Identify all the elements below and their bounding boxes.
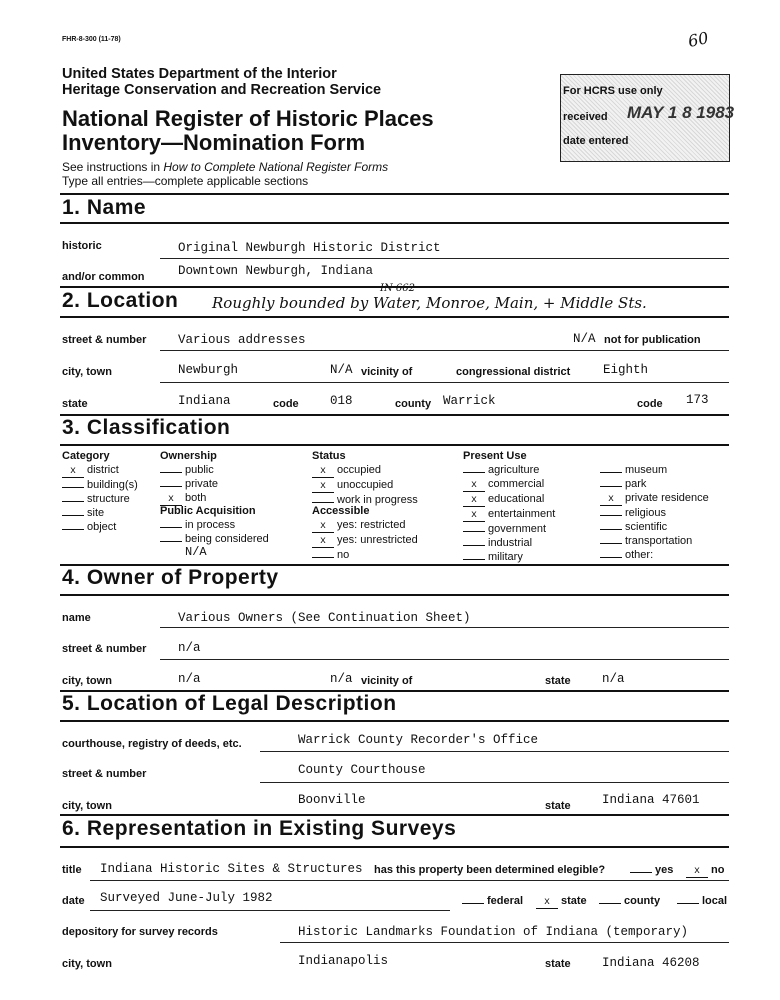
- checklist-mark: [62, 515, 84, 516]
- not-for-publication-value: N/A: [573, 332, 596, 346]
- checklist-item: [160, 518, 269, 532]
- owner-state: n/a: [602, 672, 625, 686]
- survey-county: [599, 895, 660, 907]
- county-mark: [599, 903, 621, 904]
- courthouse-label: courthouse, registry of deeds, etc.: [62, 738, 242, 750]
- local-mark: [677, 903, 699, 904]
- checklist-item: [160, 463, 218, 477]
- checklist-mark: [600, 557, 622, 558]
- checklist-mark: [463, 545, 485, 546]
- present-use-column: [463, 449, 555, 564]
- eligible-yes: [630, 864, 673, 876]
- checklist-mark: [463, 472, 485, 473]
- present-use-column-2: [600, 463, 709, 562]
- owner-street: n/a: [178, 641, 201, 655]
- congressional-district: Eighth: [603, 363, 649, 377]
- owner-name-label: name: [62, 612, 91, 624]
- survey-title-label: title: [62, 864, 82, 876]
- location-vicinity-label: vicinity of: [361, 366, 413, 378]
- handwritten-insert: IN 662: [380, 283, 415, 294]
- stamp-received-label: received: [563, 111, 608, 123]
- location-vicinity-value: N/A: [330, 363, 353, 377]
- checklist-mark: x: [312, 482, 334, 493]
- section-6-heading: 6. Representation in Existing Surveys: [62, 817, 457, 840]
- checklist-item: [62, 520, 138, 534]
- section-1-heading: 1. Name: [62, 196, 147, 219]
- checklist-label: site: [87, 507, 105, 519]
- federal-mark: [462, 903, 484, 904]
- federal-label: federal: [487, 895, 524, 907]
- checklist-label: agriculture: [488, 464, 540, 476]
- checklist-mark: x: [463, 481, 485, 492]
- county-scope-label: county: [624, 895, 661, 907]
- checklist-item: [600, 548, 709, 562]
- checklist-item: [600, 534, 709, 548]
- column-title: Ownership: [160, 450, 217, 462]
- public-acquisition-column: [160, 504, 269, 546]
- survey-state-label: state: [545, 958, 571, 970]
- depository-label: depository for survey records: [62, 926, 218, 938]
- checklist-mark: [600, 529, 622, 530]
- county-code: 173: [686, 393, 709, 407]
- checklist-mark: x: [62, 467, 84, 478]
- ownership-column: [160, 449, 218, 506]
- survey-state: [536, 895, 587, 909]
- location-street: Various addresses: [178, 333, 306, 347]
- checklist-mark: x: [312, 467, 334, 478]
- checklist-label: public: [185, 464, 214, 476]
- checklist-label: other:: [625, 549, 654, 561]
- checklist-mark: x: [463, 496, 485, 507]
- state-code: 018: [330, 394, 353, 408]
- legal-city-label: city, town: [62, 800, 112, 812]
- checklist-mark: [463, 559, 485, 560]
- county-code-label: code: [637, 398, 663, 410]
- checklist-mark: [600, 543, 622, 544]
- state-mark: x: [536, 898, 558, 909]
- checklist-mark: [312, 502, 334, 503]
- checklist-mark: x: [312, 522, 334, 533]
- checklist-item: [600, 520, 709, 534]
- location-city: Newburgh: [178, 363, 239, 377]
- eligible-no-label: no: [711, 864, 725, 876]
- instructions-prefix: See instructions in: [62, 160, 164, 174]
- status-column: [312, 449, 418, 507]
- state-scope-label: state: [561, 895, 587, 907]
- checklist-label: private residence: [625, 492, 709, 504]
- checklist-mark: [62, 487, 84, 488]
- corner-handwritten-mark: 60: [686, 28, 711, 51]
- checklist-label: religious: [625, 507, 666, 519]
- checklist-item: [600, 506, 709, 520]
- form-title-line-1: National Register of Historic Places: [62, 106, 434, 131]
- depository: Historic Landmarks Foundation of Indiana (temporary): [298, 925, 689, 939]
- checklist-label: military: [488, 551, 523, 563]
- location-state-label: state: [62, 398, 88, 410]
- agency-line-2: Heritage Conservation and Recreation Service: [62, 82, 382, 98]
- checklist-label: occupied: [337, 464, 382, 476]
- checklist-label: building(s): [87, 479, 138, 491]
- checklist-item: [312, 548, 418, 562]
- checklist-mark: [600, 486, 622, 487]
- survey-date-label: date: [62, 895, 85, 907]
- checklist-label: commercial: [488, 478, 545, 490]
- checklist-label: both: [185, 492, 207, 504]
- owner-city-label: city, town: [62, 675, 112, 687]
- legal-street-label: street & number: [62, 768, 147, 780]
- hcrs-use-only-stamp: [560, 74, 735, 162]
- stamp-title: For HCRS use only: [563, 85, 663, 97]
- congressional-district-label: congressional district: [456, 366, 571, 378]
- public-acquisition-value: N/A: [185, 545, 207, 559]
- form-id: FHR-8-300 (11-78): [62, 36, 121, 43]
- local-label: local: [702, 895, 728, 907]
- section-2-heading: 2. Location: [62, 289, 179, 312]
- courthouse: Warrick County Recorder's Office: [298, 733, 539, 747]
- checklist-item: [463, 536, 555, 550]
- checklist-mark: x: [312, 537, 334, 548]
- agency-line-1: United States Department of the Interior: [62, 66, 337, 82]
- checklist-item: [62, 506, 138, 520]
- checklist-item: [463, 507, 555, 522]
- section-3-heading: 3. Classification: [62, 416, 231, 439]
- checklist-mark: [160, 527, 182, 528]
- checklist-mark: [62, 501, 84, 502]
- section-4-heading: 4. Owner of Property: [62, 566, 279, 589]
- eligible-yes-label: yes: [655, 864, 674, 876]
- checklist-label: park: [625, 478, 647, 490]
- location-city-label: city, town: [62, 366, 112, 378]
- checklist-item: [62, 478, 138, 492]
- owner-city: n/a: [178, 672, 201, 686]
- checklist-label: yes: unrestricted: [337, 534, 418, 546]
- checklist-item: [312, 518, 418, 533]
- eligible-question: has this property been determined elegible?: [374, 864, 606, 876]
- checklist-item: [312, 463, 418, 478]
- checklist-mark: [600, 472, 622, 473]
- common-name-label: and/or common: [62, 271, 145, 283]
- checklist-mark: [62, 529, 84, 530]
- section-5-heading: 5. Location of Legal Description: [62, 692, 397, 715]
- location-street-label: street & number: [62, 334, 147, 346]
- eligible-yes-mark: [630, 872, 652, 873]
- instructions-line-2: Type all entries—complete applicable sections: [62, 174, 309, 188]
- checklist-item: [312, 478, 418, 493]
- checklist-label: museum: [625, 464, 668, 476]
- survey-date: Surveyed June-July 1982: [100, 891, 273, 905]
- checklist-label: district: [87, 464, 119, 476]
- checklist-mark: [160, 472, 182, 473]
- owner-vicinity-value: n/a: [330, 672, 353, 686]
- checklist-label: no: [337, 549, 350, 561]
- checklist-mark: x: [160, 495, 182, 506]
- county: Warrick: [443, 394, 496, 408]
- checklist-label: being considered: [185, 533, 269, 545]
- checklist-item: [463, 550, 555, 564]
- state-code-label: code: [273, 398, 299, 410]
- checklist-item: [600, 463, 709, 477]
- column-title: Status: [312, 450, 346, 462]
- survey-state-value: Indiana 46208: [602, 956, 700, 970]
- checklist-item: [62, 492, 138, 506]
- checklist-label: entertainment: [488, 508, 556, 520]
- accessible-column: [312, 504, 418, 562]
- eligible-no: [686, 864, 724, 878]
- legal-state: Indiana 47601: [602, 793, 700, 807]
- owner-street-label: street & number: [62, 643, 147, 655]
- checklist-mark: x: [600, 495, 622, 506]
- checklist-mark: [160, 486, 182, 487]
- owner-state-label: state: [545, 675, 571, 687]
- county-label: county: [395, 398, 432, 410]
- survey-city: Indianapolis: [298, 954, 389, 968]
- legal-state-label: state: [545, 800, 571, 812]
- survey-city-label: city, town: [62, 958, 112, 970]
- checklist-label: scientific: [625, 521, 668, 533]
- column-title: Public Acquisition: [160, 505, 256, 517]
- checklist-mark: x: [463, 511, 485, 522]
- legal-city: Boonville: [298, 793, 366, 807]
- common-name: Downtown Newburgh, Indiana: [178, 264, 374, 278]
- eligible-no-mark: x: [686, 867, 708, 878]
- survey-title: Indiana Historic Sites & Structures: [100, 862, 363, 876]
- checklist-label: unoccupied: [337, 479, 394, 491]
- historic-label: historic: [62, 240, 102, 252]
- checklist-item: [463, 477, 555, 492]
- checklist-label: government: [488, 523, 547, 535]
- checklist-label: structure: [87, 493, 130, 505]
- checklist-label: educational: [488, 493, 545, 505]
- checklist-item: [463, 492, 555, 507]
- checklist-mark: [463, 531, 485, 532]
- checklist-item: [463, 463, 555, 477]
- location-state: Indiana: [178, 394, 231, 408]
- checklist-label: private: [185, 478, 219, 490]
- checklist-item: [160, 477, 218, 491]
- checklist-mark: [600, 515, 622, 516]
- historic-name: Original Newburgh Historic District: [178, 241, 441, 255]
- form-title-line-2: Inventory—Nomination Form: [62, 130, 366, 155]
- category-column: [62, 449, 138, 534]
- checklist-item: [160, 532, 269, 546]
- instructions-line-1: [62, 160, 388, 174]
- owner-vicinity-label: vicinity of: [361, 675, 413, 687]
- stamp-entered-label: date entered: [563, 135, 629, 147]
- column-title: Accessible: [312, 505, 370, 517]
- checklist-label: work in progress: [337, 494, 418, 506]
- checklist-item: [62, 463, 138, 478]
- stamp-received-date: MAY 1 8 1983: [627, 103, 735, 122]
- checklist-label: object: [87, 521, 117, 533]
- not-for-publication-label: not for publication: [604, 334, 701, 346]
- column-title: Category: [62, 450, 110, 462]
- checklist-label: in process: [185, 519, 236, 531]
- survey-federal: [462, 895, 523, 907]
- checklist-label: yes: restricted: [337, 519, 406, 531]
- owner-name: Various Owners (See Continuation Sheet): [178, 611, 471, 625]
- handwritten-boundary-note: Roughly bounded by Water, Monroe, Main, + Middle Sts.: [212, 294, 647, 312]
- checklist-item: [312, 533, 418, 548]
- checklist-mark: [160, 541, 182, 542]
- checklist-label: industrial: [488, 537, 533, 549]
- legal-street: County Courthouse: [298, 763, 426, 777]
- checklist-item: [600, 477, 709, 491]
- survey-local: [677, 895, 727, 907]
- checklist-item: [600, 491, 709, 506]
- checklist-mark: [312, 557, 334, 558]
- column-title: Present Use: [463, 450, 527, 462]
- checklist-item: [463, 522, 555, 536]
- checklist-label: transportation: [625, 535, 693, 547]
- instructions-title: How to Complete National Register Forms: [163, 160, 389, 174]
